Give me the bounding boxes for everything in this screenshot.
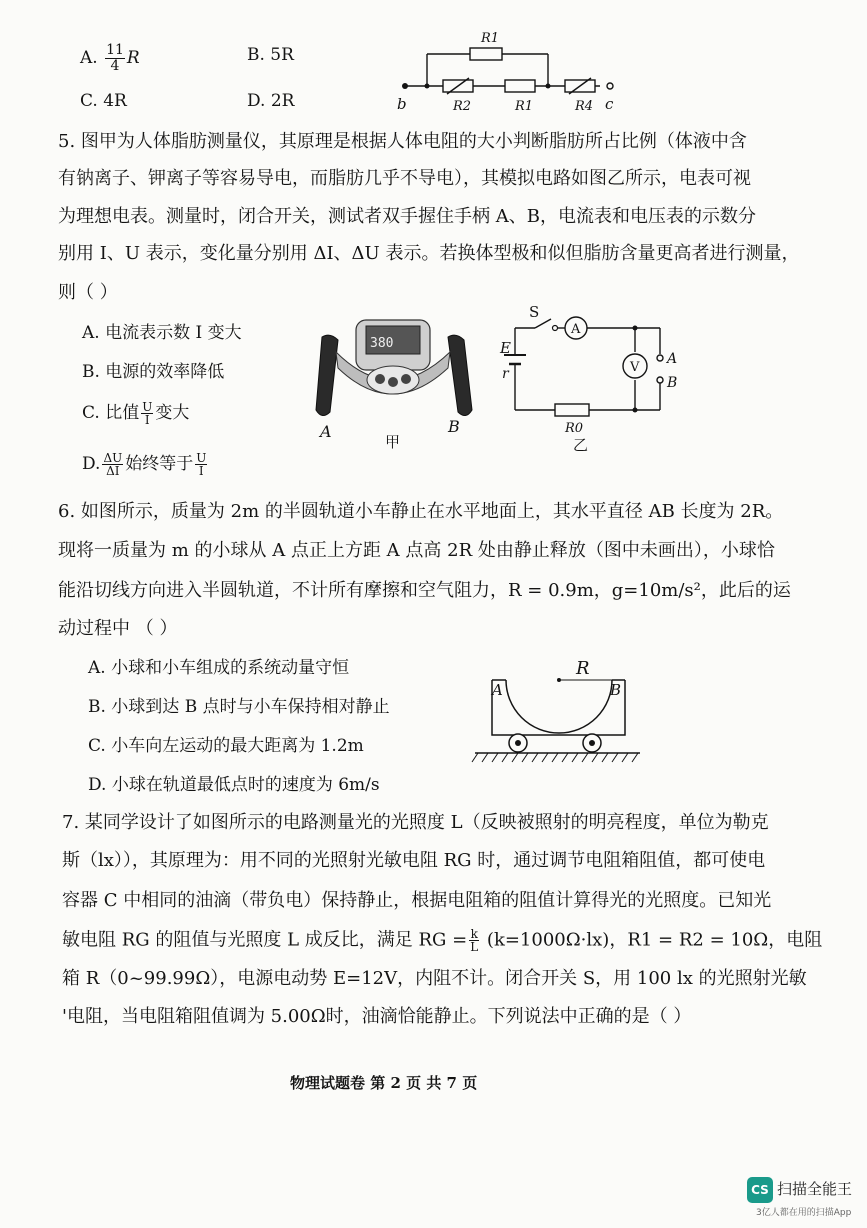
q5-figure-jia-device [300, 312, 485, 457]
camscanner-logo-icon: CS [747, 1177, 773, 1203]
q4-label-r1-bottom: R1 [515, 99, 534, 114]
page-footer: 物理试题卷 第 2 页 共 7 页 [290, 1074, 478, 1092]
q5-yi-ammeter: A [571, 322, 581, 337]
q4-a-denominator: 4 [110, 58, 120, 74]
q7-stem-line-2: 斯（lx）），其原理为：用不同的光照射光敏电阻 RG 时，通过调节电阻箱阻值，都可使电 [62, 850, 766, 871]
q5-stem-line-4: 别用 I、U 表示，变化量分别用 ΔI、ΔU 表示。若换体型极和似但脂肪含量更高者进行测量， [58, 243, 800, 264]
q6-option-b: B. 小球到达 B 点时与小车保持相对静止 [88, 697, 390, 717]
q5-yi-label-s: S [529, 303, 540, 321]
q5-yi-caption: 乙 [573, 436, 589, 454]
q6-label-b: B [610, 681, 622, 699]
q6-label-a: A [492, 681, 503, 699]
q4-option-a: A. $\frac{11}{4}$ R [80, 42, 140, 74]
q6-stem-line-3: 能沿切线方向进入半圆轨道，不计所有摩擦和空气阻力，R = 0.9m，g=10m/s²，此后的运 [58, 580, 791, 601]
q4-a-numerator: 11 [106, 42, 124, 58]
q6-cart-figure [470, 650, 650, 768]
q5-device-screen: 380 [370, 336, 394, 351]
q6-stem-line-1: 6. 如图所示，质量为 2m 的半圆轨道小车静止在水平地面上，其水平直径 AB 长度为 2R。 [58, 501, 784, 522]
q5-stem-line-2: 有钠离子、钾离子等容易导电，而脂肪几乎不导电），其模拟电路如图乙所示，电表可视 [58, 168, 751, 189]
q5-option-d: D. $\frac{\Delta U}{\Delta I}$ 始终等于 $\frac{U}{I}$ [82, 451, 207, 478]
q5-jia-caption: 甲 [385, 433, 401, 451]
q6-stem-line-4: 动过程中 （ ） [58, 618, 178, 639]
q7-stem-line-6: '电阻，当电阻箱阻值调为 5.00Ω时，油滴恰能静止。下列说法中正确的是（ ） [62, 1006, 692, 1027]
q5-yi-label-r0: R0 [565, 421, 584, 436]
q5-jia-label-b: B [448, 417, 460, 436]
q4-label-b: b [397, 95, 407, 113]
q5-yi-label-b: B [667, 375, 678, 391]
q4-option-d: D. 2R [247, 91, 295, 111]
q7-stem-line-5: 箱 R（0~99.99Ω），电源电动势 E=12V，内阻不计。闭合开关 S，用 100 lx 的光照射光敏 [62, 968, 807, 989]
q6-option-c: C. 小车向左运动的最大距离为 1.2m [88, 736, 364, 756]
q6-label-r: R [576, 658, 590, 679]
q7-stem-line-3: 容器 C 中相同的油滴（带负电）保持静止，根据电阻箱的阻值计算得光的光照度。已知光 [62, 890, 772, 911]
q7-stem-line-4: 敏电阻 RG 的阻值与光照度 L 成反比，满足 RG = $\frac{k}{L}$ (k=1000Ω·lx)，R1 = R2 = 10Ω，电阻 [62, 927, 823, 954]
q5-jia-label-a: A [320, 422, 332, 441]
camscanner-name: 扫描全能王 [777, 1180, 853, 1198]
q4-option-b: B. 5R [247, 45, 294, 65]
q5-option-a: A. 电流表示数 I 变大 [82, 323, 242, 343]
q5-figure-yi-circuit [495, 300, 710, 460]
q5-stem-line-5: 则（ ） [58, 282, 118, 303]
q5-stem-line-3: 为理想电表。测量时，闭合开关，测试者双手握住手柄 A、B，电流表和电压表的示数分 [58, 206, 756, 227]
q7-stem-line-1: 7. 某同学设计了如图所示的电路测量光的光照度 L（反映被照射的明亮程度，单位为勒克 [62, 812, 769, 833]
q4-label-r2: R2 [453, 99, 472, 114]
q4-circuit-diagram [395, 20, 625, 115]
q6-stem-line-2: 现将一质量为 m 的小球从 A 点正上方距 A 点高 2R 处由静止释放（图中未画出），小球恰 [58, 540, 775, 561]
q5-yi-label-e: E [500, 339, 511, 357]
q5-yi-label-r: r [502, 366, 509, 382]
q5-option-c: C. 比值 $\frac{U}{I}$ 变大 [82, 400, 190, 427]
q5-option-b: B. 电源的效率降低 [82, 362, 225, 382]
q4-label-c: c [605, 95, 614, 113]
camscanner-tagline: 3亿人都在用的扫描App [756, 1208, 852, 1218]
q4-label-r4: R4 [575, 99, 594, 114]
q6-option-a: A. 小球和小车组成的系统动量守恒 [88, 658, 350, 678]
q6-option-d: D. 小球在轨道最低点时的速度为 6m/s [88, 775, 380, 795]
q4-label-r1-top: R1 [481, 31, 500, 46]
q5-yi-voltmeter: V [630, 360, 640, 375]
q5-yi-label-a: A [667, 351, 678, 367]
q5-stem-line-1: 5. 图甲为人体脂肪测量仪，其原理是根据人体电阻的大小判断脂肪所占比例（体液中含 [58, 131, 747, 152]
q4-option-c: C. 4R [80, 91, 127, 111]
